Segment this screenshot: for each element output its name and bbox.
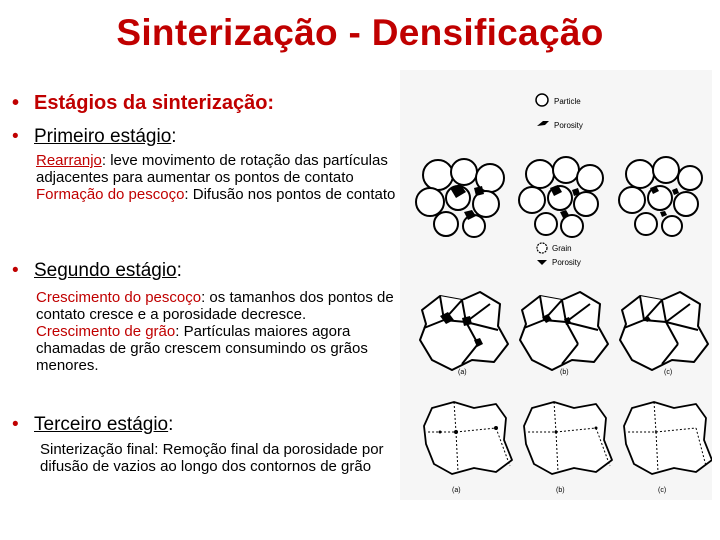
porosity-legend-icon (537, 121, 549, 126)
grain-growth-term: Crescimento de grão (36, 323, 176, 340)
grain-growth-text: : Partículas maiores agora chamadas de grão crescem consumindo os grãos menores. (36, 323, 368, 374)
second-stage-colon: : (176, 260, 182, 281)
grain-growth-paragraph (36, 323, 396, 374)
neck-growth-term: Crescimento do pescoço (36, 289, 202, 306)
rearrangement-paragraph (36, 152, 396, 186)
third-stage-label: Terceiro estágio (34, 414, 169, 435)
first-stage-label: Primeiro estágio (34, 126, 172, 147)
panel-a-label: (a) (458, 369, 467, 376)
second-stage-description (36, 289, 396, 374)
bullet-third-stage (12, 414, 173, 436)
bullet-stages-heading (12, 92, 274, 115)
porosity-legend-icon-2 (537, 260, 547, 265)
row3-clusters (424, 402, 712, 474)
bullet-dot: • (12, 260, 19, 281)
bullet-dot: • (12, 126, 19, 147)
sintering-stages-figure (400, 70, 712, 500)
particle-legend-icon (536, 94, 548, 106)
final-sintering-paragraph: Sinterização final: Remoção final da porosidade por difusão de vazios ao longo dos contornos de grão (40, 441, 384, 475)
panel-b-label-2: (b) (556, 487, 565, 494)
sintering-diagram (400, 70, 712, 500)
bullet-dot: • (12, 414, 19, 435)
bullet-first-stage (12, 126, 177, 148)
bullet-dot: • (12, 92, 20, 114)
first-stage-description (36, 152, 396, 203)
grain-legend-icon (537, 243, 547, 253)
panel-a-label-2: (a) (452, 487, 461, 494)
bullet-second-stage (12, 260, 182, 282)
third-stage-description (36, 441, 396, 475)
neck-formation-text: : Difusão nos pontos de contato (184, 186, 396, 203)
third-stage-colon: : (168, 414, 174, 435)
row1-clusters (416, 157, 702, 237)
neck-growth-text: : os tamanhos dos pontos de contato cresce e a porosidade decresce. (36, 289, 394, 323)
porosity-legend-label: Porosity (554, 121, 583, 130)
neck-growth-paragraph (36, 289, 396, 323)
stages-heading-text: Estágios da sinterização: (34, 92, 275, 114)
first-stage-colon: : (171, 126, 177, 147)
panel-c-label-2: (c) (658, 487, 667, 494)
page-title: Sinterização - Densificação (116, 12, 604, 53)
rearrangement-text: : leve movimento de rotação das partículas adjacentes para aumentar os pontos de contato (36, 152, 388, 186)
porosity-legend-label-2: Porosity (552, 258, 581, 267)
neck-formation-term: Formação do pescoço (36, 186, 185, 203)
rearrangement-term: Rearranjo (36, 152, 102, 169)
neck-formation-paragraph (36, 186, 396, 203)
panel-c-label: (c) (664, 369, 673, 376)
particle-legend-label: Particle (554, 97, 581, 106)
row2-clusters (420, 292, 708, 370)
grain-legend-label: Grain (552, 244, 572, 253)
second-stage-label: Segundo estágio (34, 260, 177, 281)
panel-b-label: (b) (560, 369, 569, 376)
